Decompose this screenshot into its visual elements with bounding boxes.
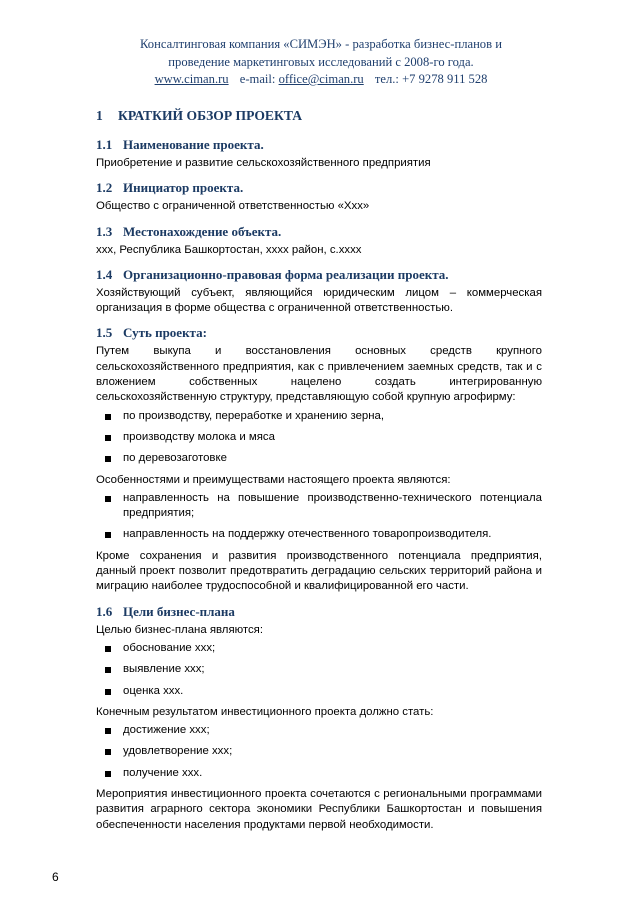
page-header	[96, 36, 546, 89]
list-item-text: по деревозаготовке	[123, 452, 227, 465]
paragraph: Приобретение и развитие сельскохозяйственного предприятия	[96, 157, 431, 169]
paragraph: Общество с ограниченной ответственностью «Ххх»	[96, 200, 370, 213]
subsection-number: 1.3	[96, 223, 113, 239]
bullet-list	[96, 409, 542, 467]
list-item	[96, 766, 542, 781]
list-item-text: выявление ххх;	[123, 663, 205, 676]
document-body	[96, 108, 542, 842]
section-1-5	[96, 325, 542, 594]
section-1-4	[96, 267, 542, 317]
list-item	[96, 684, 542, 699]
square-bullet-icon	[105, 414, 111, 420]
list-item	[96, 641, 542, 656]
header-contacts	[96, 71, 546, 89]
list-item	[96, 409, 542, 424]
square-bullet-icon	[105, 749, 111, 755]
subsection-title: Наименование проекта.	[123, 137, 264, 152]
list-item-text: производству молока и мяса	[123, 430, 275, 443]
list-item-text: направленность на повышение производственно-технического потенциала предприятия;	[123, 491, 542, 520]
header-line-1: Консалтинговая компания «СИМЭН» - разработка бизнес-планов и	[140, 37, 502, 51]
list-item-text: достижение ххх;	[123, 724, 210, 737]
website-link[interactable]: www.ciman.ru	[154, 72, 229, 86]
list-item	[96, 430, 542, 445]
paragraph: Целью бизнес-плана являются:	[96, 623, 264, 636]
subsection-number: 1.4	[96, 266, 113, 282]
subsection-title: Местонахождение объекта.	[123, 223, 282, 239]
section-title: КРАТКИЙ ОБЗОР ПРОЕКТА	[118, 108, 303, 123]
subsection-title: Цели бизнес-плана	[123, 603, 235, 619]
paragraph: Мероприятия инвестиционного проекта сочетаются с региональными программами развития аграрного сектора экономики Республики Башкортостан и повышения обеспеченности населения продуктами первой необходимости.	[96, 788, 542, 831]
list-item-text: по производству, переработке и хранению зерна,	[123, 409, 385, 422]
email-label: e-mail:	[239, 72, 276, 86]
subsection-number: 1.2	[96, 180, 113, 196]
list-item-text: обоснование ххх;	[123, 641, 216, 654]
subsection-heading	[96, 137, 542, 153]
bullet-list	[96, 723, 542, 781]
square-bullet-icon	[105, 667, 111, 673]
list-item	[96, 491, 542, 522]
list-item-text: направленность на поддержку отечественного товаропроизводителя.	[123, 528, 492, 541]
list-item-text: удовлетворение ххх;	[123, 745, 233, 758]
header-line-2: проведение маркетинговых исследований с 2008-го года.	[168, 54, 474, 69]
section-number: 1	[96, 108, 103, 123]
list-item	[96, 527, 542, 542]
page-number: 6	[52, 870, 59, 884]
paragraph: ххх, Республика Башкортостан, хххх район, с.хххх	[96, 243, 362, 256]
subsection-number: 1.5	[96, 325, 113, 341]
bullet-list	[96, 491, 542, 543]
phone-text: тел.: +7 9278 911 528	[374, 72, 488, 86]
list-item	[96, 451, 542, 466]
paragraph: Особенностями и преимуществами настоящего проекта являются:	[96, 473, 451, 486]
section-1-6	[96, 604, 542, 833]
square-bullet-icon	[105, 689, 111, 695]
square-bullet-icon	[105, 728, 111, 734]
subsection-title: Инициатор проекта.	[123, 180, 244, 196]
square-bullet-icon	[105, 456, 111, 462]
section-1-1	[96, 137, 542, 171]
square-bullet-icon	[105, 496, 111, 502]
list-item	[96, 662, 542, 677]
square-bullet-icon	[105, 771, 111, 777]
list-item-text: оценка ххх.	[123, 684, 184, 697]
subsection-number: 1.1	[96, 137, 113, 152]
paragraph: Хозяйствующий субъект, являющийся юридическим лицом – коммерческая организация в форме общества с ограниченной ответственностью.	[96, 286, 542, 315]
bullet-list	[96, 641, 542, 699]
subsection-title: Организационно-правовая форма реализации проекта.	[123, 266, 449, 282]
list-item	[96, 723, 542, 738]
subsection-number: 1.6	[96, 603, 113, 619]
paragraph: Конечным результатом инвестиционного проекта должно стать:	[96, 705, 434, 718]
subsection-title: Суть проекта:	[123, 325, 207, 341]
subsection-heading	[96, 224, 542, 240]
email-link[interactable]: office@ciman.ru	[278, 72, 364, 86]
subsection-heading	[96, 325, 542, 341]
square-bullet-icon	[105, 435, 111, 441]
section-heading-1	[96, 108, 542, 124]
subsection-heading	[96, 267, 542, 283]
list-item-text: получение ххх.	[123, 766, 203, 779]
subsection-heading	[96, 604, 542, 620]
square-bullet-icon	[105, 646, 111, 652]
paragraph: Путем выкупа и восстановления основных средств крупного сельскохозяйственного предприятия, как с привлечением заемных средств, так и с вложением собственных нацелено создать интегрированную сельскохозяйственную структуру, представляющую собой крупную агрофирму:	[96, 345, 542, 404]
paragraph: Кроме сохранения и развития производственного потенциала предприятия, данный проект позволит предотвратить деградацию сельских территорий района и миграцию наиболее трудоспособной и квалифицированной его части.	[96, 549, 542, 593]
section-1-3	[96, 224, 542, 258]
square-bullet-icon	[105, 532, 111, 538]
list-item	[96, 744, 542, 759]
section-1-2	[96, 180, 542, 214]
subsection-heading	[96, 180, 542, 196]
